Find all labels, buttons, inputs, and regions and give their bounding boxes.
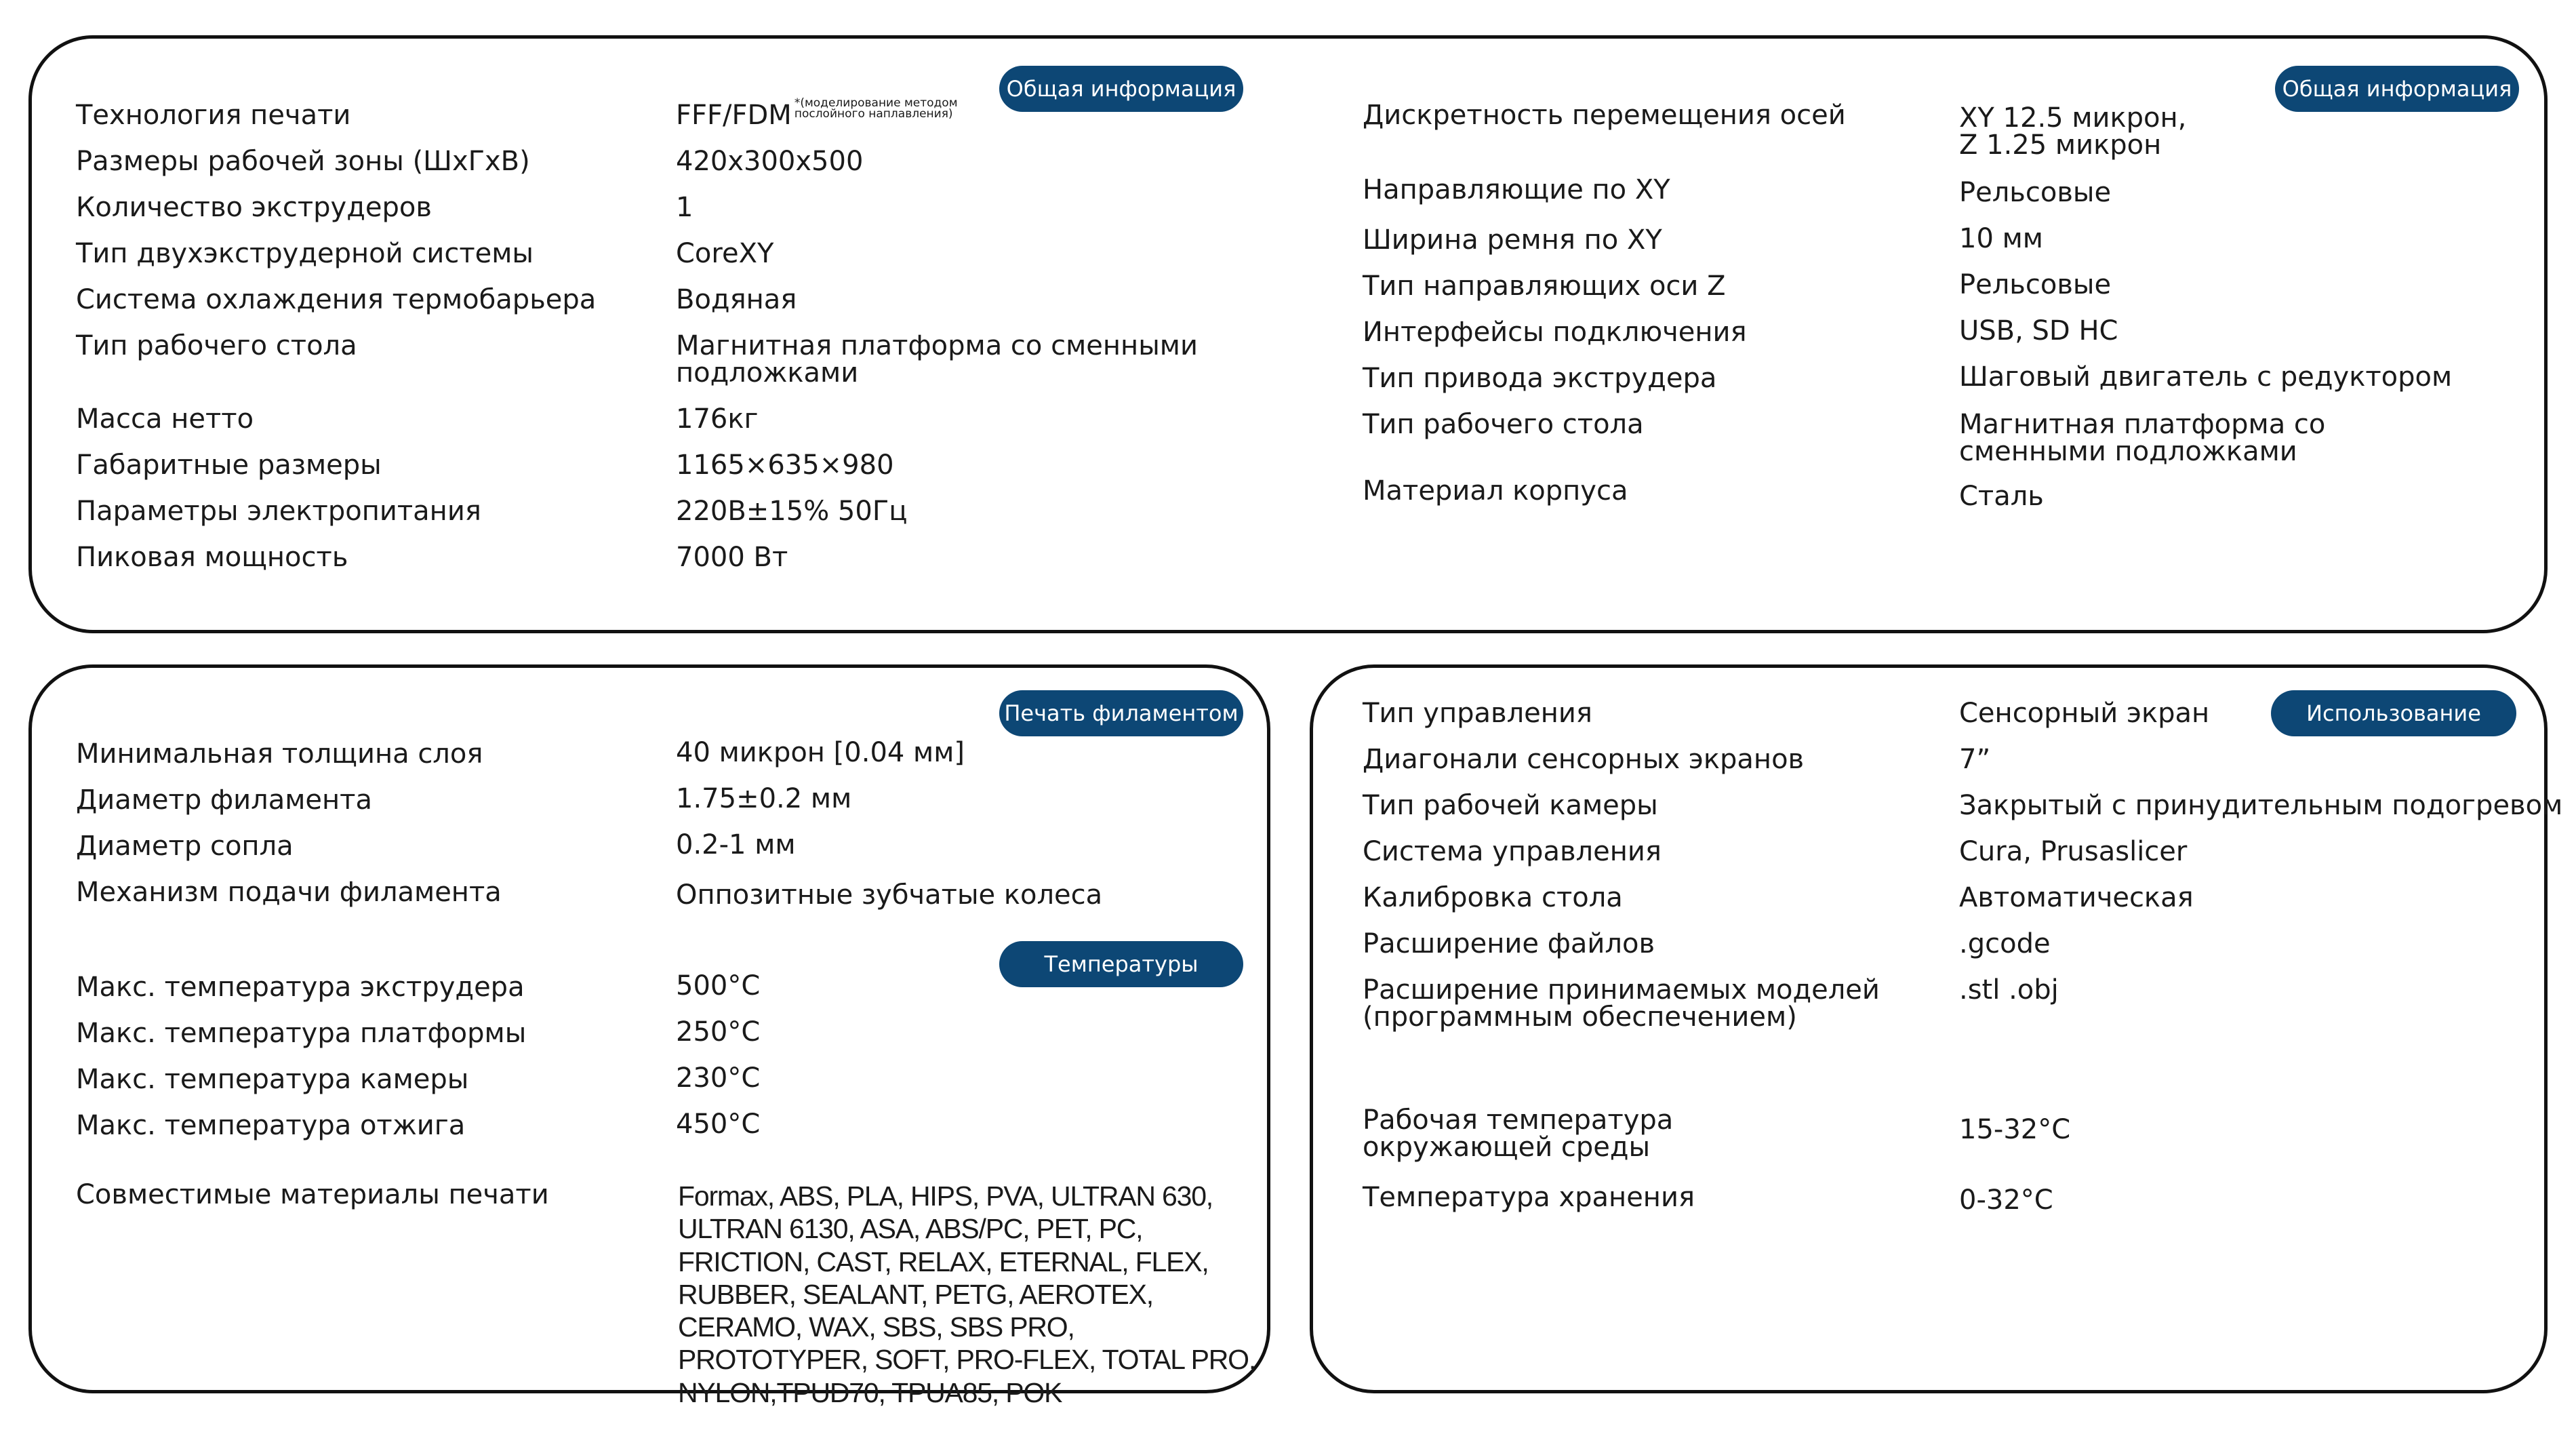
spec-value-axis-resolution: XY 12.5 микрон, Z 1.25 микрон [1959, 102, 2187, 161]
spec-label-dual-extruder-system: Тип двухэкструдерной системы [76, 238, 534, 269]
spec-label-compatible-materials: Совместимые материалы печати [76, 1179, 549, 1210]
spec-value-print-technology: FFF/FDM *(моделирование методом послойного наплавления) [676, 102, 978, 129]
spec-value-screen-diagonal: 7” [1959, 744, 1991, 775]
spec-label-extruder-temp: Макс. температура экструдера [76, 972, 525, 1003]
spec-value-interfaces: USB, SD HC [1959, 315, 2118, 346]
spec-value-control-system: Cura, Prusaslicer [1959, 836, 2188, 867]
spec-value-bed-calibration: Автоматическая [1959, 882, 2194, 913]
general-info-badge-right: Общая информация [2275, 66, 2519, 112]
spec-label-housing-material: Материал корпуса [1363, 475, 1628, 506]
spec-label-axis-resolution: Дискретность перемещения осей [1363, 100, 1846, 131]
spec-label-xy-guides: Направляющие по XY [1363, 174, 1670, 205]
spec-value-annealing-temp: 450°C [676, 1109, 761, 1140]
spec-value-extruder-count: 1 [676, 192, 693, 223]
spec-value-filament-diameter: 1.75±0.2 мм [676, 783, 852, 814]
spec-value-chamber-temp: 230°C [676, 1062, 761, 1094]
spec-value-storage-temp: 0-32°C [1959, 1185, 2053, 1216]
spec-value-xy-belt-width: 10 мм [1959, 223, 2043, 254]
spec-label-nozzle-diameter: Диаметр сопла [76, 831, 294, 862]
spec-label-operating-temp: Рабочая температура окружающей среды [1363, 1105, 1674, 1163]
spec-label-peak-power: Пиковая мощность [76, 542, 348, 573]
temperatures-badge: Температуры [999, 941, 1243, 987]
spec-value-extruder-drive: Шаговый двигатель с редуктором [1959, 361, 2453, 393]
spec-value-model-extensions: .stl .obj [1959, 974, 2059, 1006]
spec-label-work-area: Размеры рабочей зоны (ШхГхВ) [76, 146, 530, 177]
spec-label-xy-belt-width: Ширина ремня по XY [1363, 224, 1662, 256]
spec-value-nozzle-diameter: 0.2-1 мм [676, 829, 796, 860]
spec-value-control-type: Сенсорный экран [1959, 698, 2210, 729]
spec-label-extruder-drive: Тип привода экструдера [1363, 363, 1717, 394]
spec-label-screen-diagonal: Диагонали сенсорных экранов [1363, 744, 1805, 775]
spec-label-extruder-count: Количество экструдеров [76, 192, 432, 223]
spec-value-file-extensions: .gcode [1959, 928, 2051, 959]
usage-badge: Использование [2271, 690, 2516, 736]
spec-value-thermobarrier-cooling: Водяная [676, 284, 797, 315]
spec-value-dimensions: 1165×635×980 [676, 450, 894, 481]
spec-label-annealing-temp: Макс. температура отжига [76, 1110, 466, 1141]
spec-value-z-guides: Рельсовые [1959, 269, 2112, 300]
spec-label-interfaces: Интерфейсы подключения [1363, 317, 1747, 348]
spec-label-storage-temp: Температура хранения [1363, 1182, 1695, 1213]
spec-value-xy-guides: Рельсовые [1959, 177, 2112, 208]
spec-label-net-weight: Масса нетто [76, 403, 254, 435]
general-info-badge-left: Общая информация [999, 66, 1243, 112]
spec-label-bed-calibration: Калибровка стола [1363, 882, 1623, 913]
spec-value-extruder-temp: 500°C [676, 970, 761, 1001]
filament-badge: Печать филаментом [999, 690, 1243, 736]
spec-value-peak-power: 7000 Вт [676, 542, 788, 573]
spec-value-housing-material: Сталь [1959, 481, 2044, 512]
spec-value-dual-extruder-system: CoreXY [676, 238, 774, 269]
spec-value-note: *(моделирование методом послойного наплавления) [794, 96, 958, 121]
spec-label-power-supply: Параметры электропитания [76, 496, 481, 527]
spec-label-file-extensions: Расширение файлов [1363, 928, 1655, 959]
spec-label-chamber-type: Тип рабочей камеры [1363, 790, 1658, 821]
spec-value-platform-temp: 250°C [676, 1016, 761, 1048]
spec-label-control-type: Тип управления [1363, 698, 1592, 729]
spec-value-min-layer: 40 микрон [0.04 мм] [676, 737, 965, 768]
spec-value-build-plate: Магнитная платформа со сменными подложками [676, 330, 1198, 389]
spec-value-work-area: 420x300x500 [676, 146, 864, 177]
spec-label-thermobarrier-cooling: Система охлаждения термобарьера [76, 284, 597, 315]
spec-label-dimensions: Габаритные размеры [76, 450, 382, 481]
spec-label-print-technology: Технология печати [76, 100, 351, 131]
spec-label-filament-diameter: Диаметр филамента [76, 784, 372, 816]
spec-label-feed-mechanism: Механизм подачи филамента [76, 877, 502, 908]
spec-label-control-system: Система управления [1363, 836, 1662, 867]
spec-value-net-weight: 176кг [676, 403, 759, 435]
spec-label-platform-temp: Макс. температура платформы [76, 1018, 527, 1049]
spec-value-compatible-materials: Formax, ABS, PLA, HIPS, PVA, ULTRAN 630, ULTRAN 6130, ASA, ABS/PC, PET, PC, FRICTION, CAST, RELAX, ETERNAL, FLEX, RUBBER, SEALANT, PETG, AEROTEX, CERAMO, WAX, SBS, SBS PRO, PROTOTYPER, SOFT, PRO-FLEX, TOTAL PRO, NYLON,TPUD70, TPUA85, POK [678, 1180, 1256, 1408]
spec-value-chamber-type: Закрытый с принудительным подогревом [1959, 790, 2563, 821]
spec-label-z-guides: Тип направляющих оси Z [1363, 271, 1726, 302]
spec-label-model-extensions: Расширение принимаемых моделей (программным обеспечением) [1363, 974, 1880, 1033]
spec-label-build-plate: Тип рабочего стола [76, 330, 357, 361]
spec-value-build-plate-right: Магнитная платформа со сменными подложками [1959, 409, 2326, 467]
spec-value-operating-temp: 15-32°C [1959, 1114, 2071, 1145]
spec-label-build-plate-right: Тип рабочего стола [1363, 409, 1644, 440]
spec-label-chamber-temp: Макс. температура камеры [76, 1064, 469, 1095]
spec-label-min-layer: Минимальная толщина слоя [76, 738, 483, 770]
spec-value-power-supply: 220В±15% 50Гц [676, 496, 908, 527]
spec-value-feed-mechanism: Оппозитные зубчатые колеса [676, 879, 1103, 911]
